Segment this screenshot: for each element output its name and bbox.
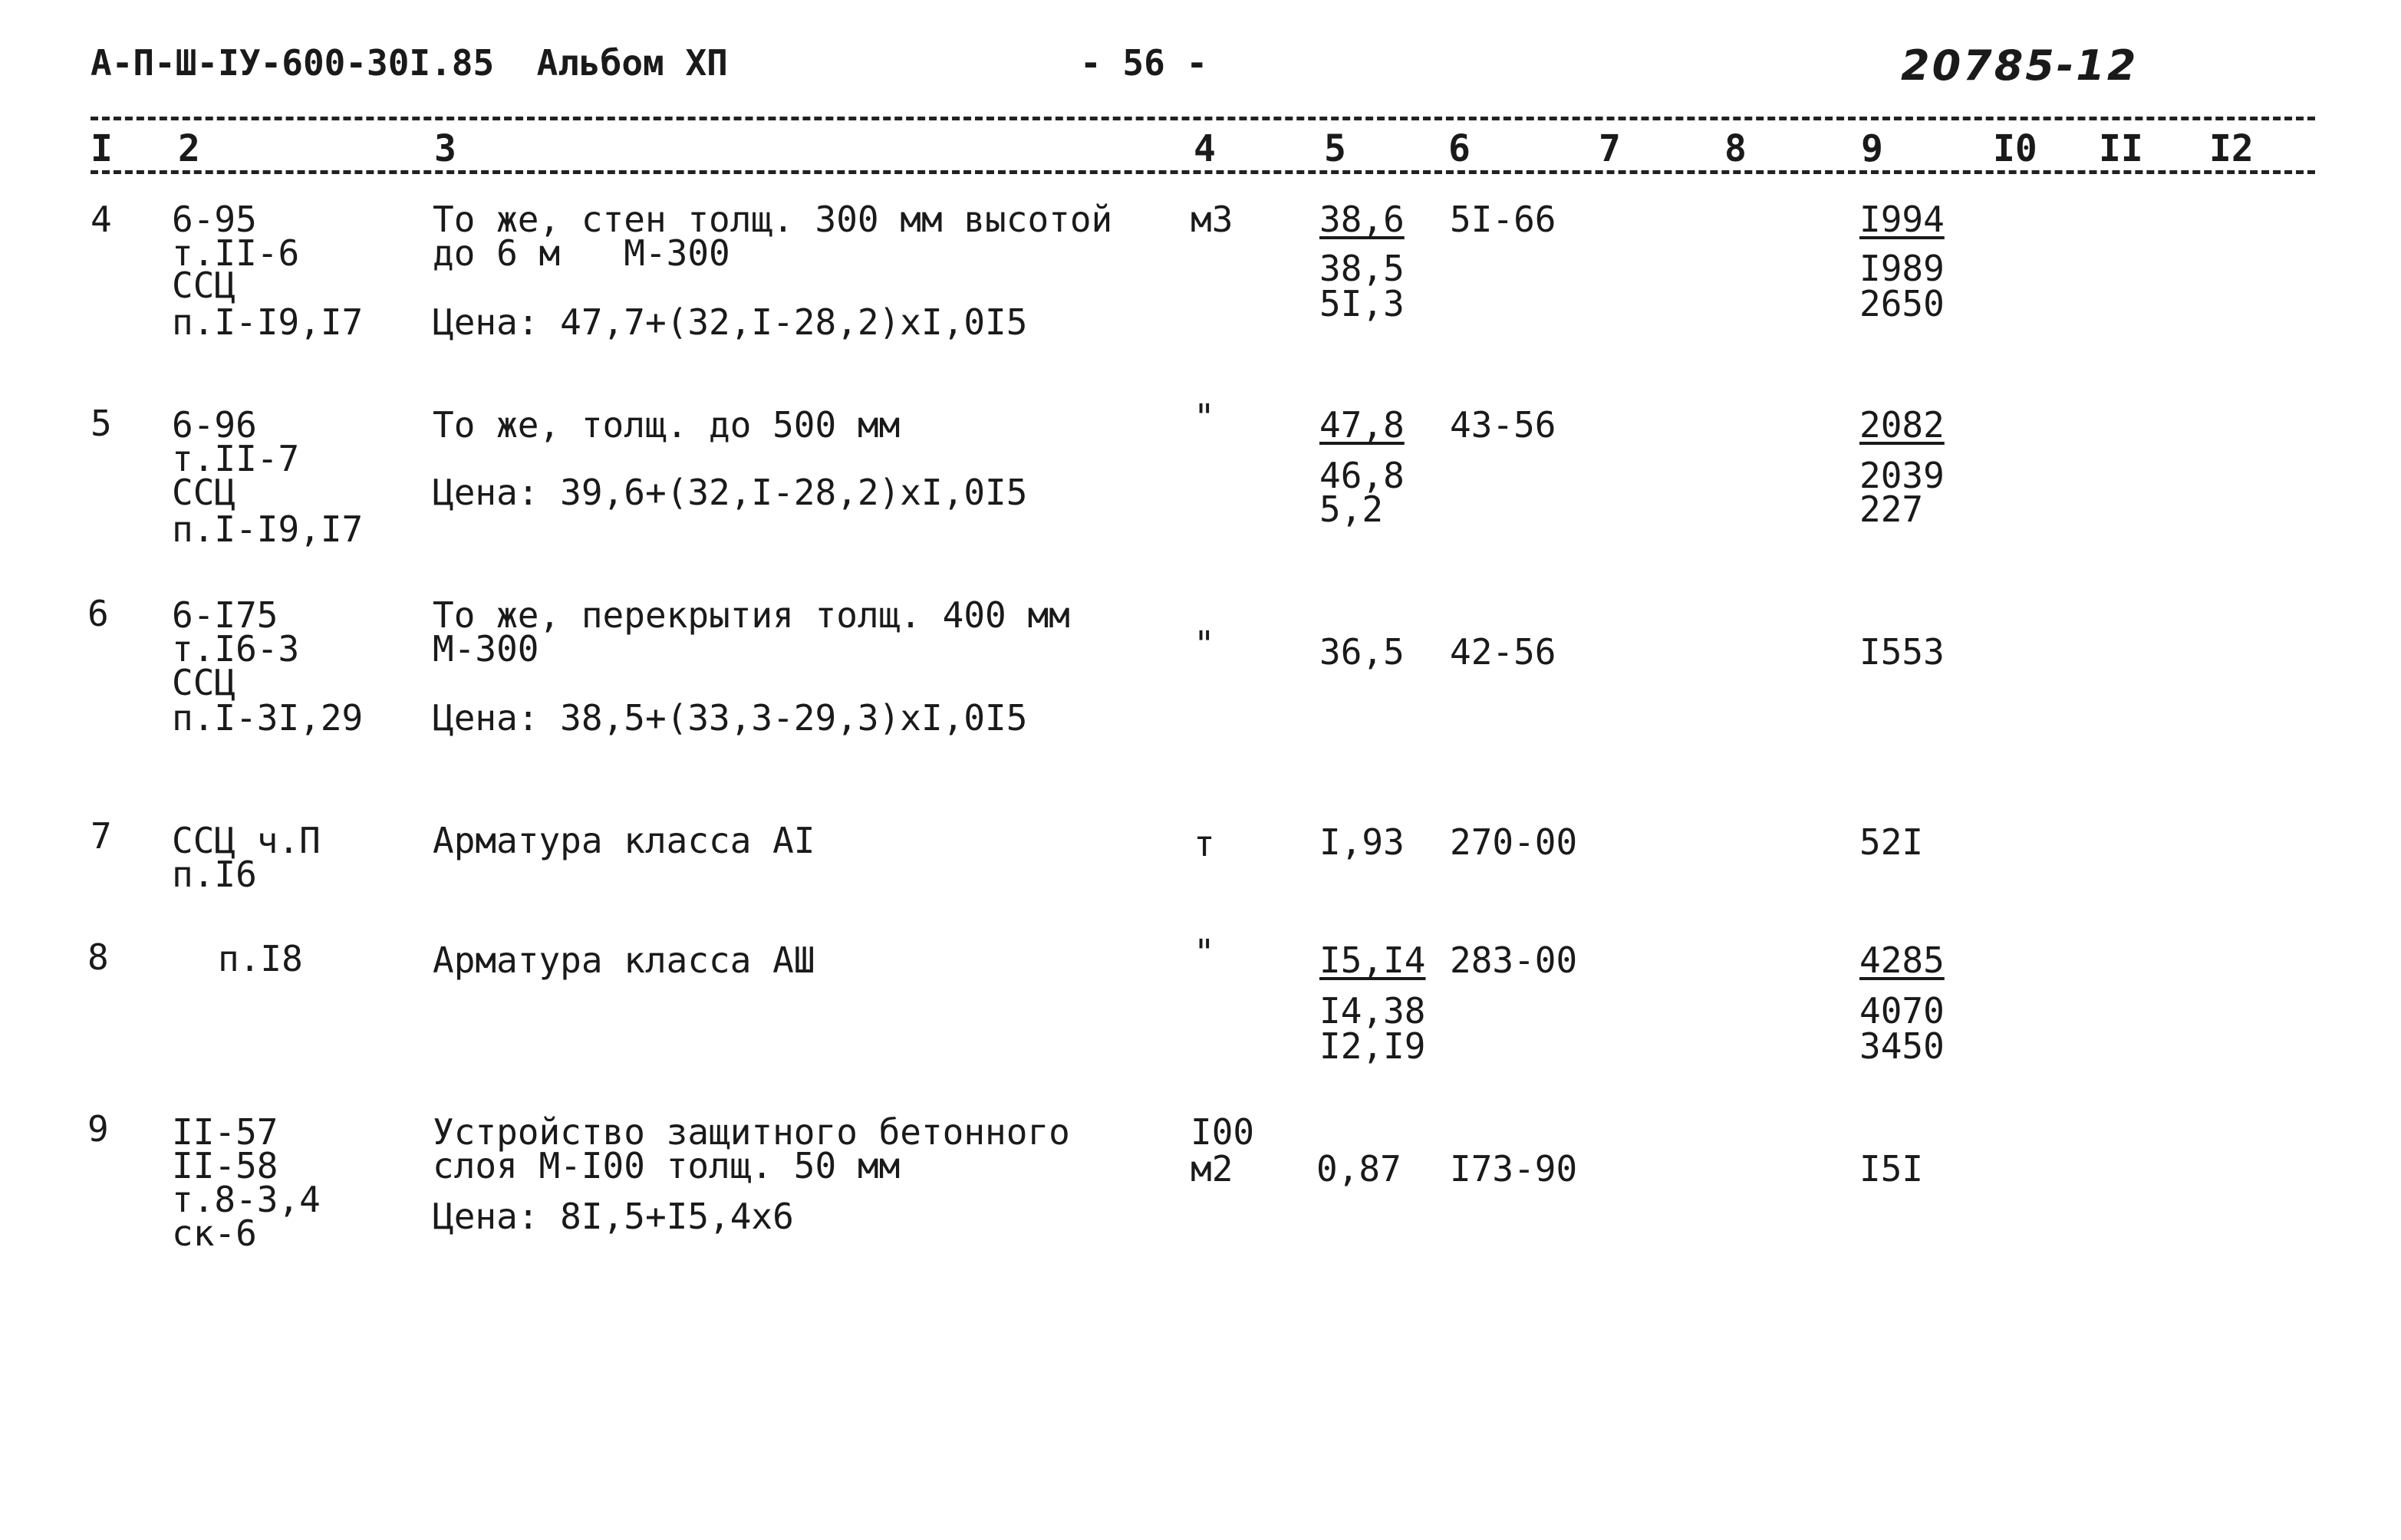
row-quantity: 36,5 <box>1319 631 1405 673</box>
row-code: ССЦ ч.П <box>172 820 321 861</box>
row-quantity: I2,I9 <box>1319 1025 1426 1067</box>
column-number: 5 <box>1324 127 1346 170</box>
row-description: То же, толщ. до 500 мм <box>433 404 901 446</box>
row-quantity: 38,6 <box>1319 199 1405 240</box>
row-total: I553 <box>1859 631 1945 673</box>
row-rate: 5I-66 <box>1450 199 1556 240</box>
row-description: М-300 <box>433 628 539 670</box>
row-unit: " <box>1194 932 1215 973</box>
document-code: А-П-Ш-IУ-600-30I.85 Альбом ХП <box>91 42 728 84</box>
row-code: 6-95 <box>172 199 257 240</box>
column-number: 8 <box>1724 127 1747 170</box>
row-quantity: 0,87 <box>1316 1148 1401 1190</box>
row-total: 227 <box>1859 489 1924 530</box>
row-total: 2650 <box>1859 283 1945 324</box>
row-description: Арматура класса АШ <box>433 939 815 981</box>
row-unit: " <box>1194 397 1215 438</box>
column-number: 9 <box>1861 127 1883 170</box>
row-code: т.II-6 <box>172 232 300 274</box>
row-unit: " <box>1194 624 1215 665</box>
row-total: 3450 <box>1859 1025 1945 1067</box>
row-code: ССЦ <box>172 662 236 703</box>
row-description: до 6 м М-300 <box>433 232 730 274</box>
row-unit: т <box>1194 823 1215 864</box>
row-unit: м3 <box>1191 199 1233 240</box>
row-code: п.I8 <box>218 938 303 979</box>
row-code: п.I-I9,I7 <box>172 508 364 550</box>
row-code: т.I6-3 <box>172 628 300 670</box>
row-total: I989 <box>1859 248 1945 289</box>
row-quantity: I,93 <box>1319 821 1405 863</box>
row-code: 6-I75 <box>172 594 278 636</box>
row-total: 2039 <box>1859 455 1945 496</box>
row-code: ССЦ <box>172 472 236 513</box>
row-quantity: 47,8 <box>1319 404 1405 446</box>
row-rate: 42-56 <box>1450 631 1556 673</box>
row-total: 2082 <box>1859 404 1945 446</box>
row-quantity: I5,I4 <box>1319 939 1426 981</box>
row-description: слоя М-I00 толщ. 50 мм <box>433 1145 901 1186</box>
row-total: 4285 <box>1859 939 1945 981</box>
header-divider-top <box>91 117 2315 120</box>
column-number: 7 <box>1599 127 1621 170</box>
row-quantity: 46,8 <box>1319 455 1405 496</box>
page-number: - 56 - <box>1080 42 1208 84</box>
row-rate: 270-00 <box>1450 821 1578 863</box>
row-price-formula: Цена: 47,7+(32,I-28,2)xI,0I5 <box>433 301 1028 343</box>
row-rate: I73-90 <box>1450 1148 1578 1190</box>
column-number: I2 <box>2209 127 2254 170</box>
column-number: I <box>91 127 113 170</box>
row-quantity: 5,2 <box>1319 489 1384 530</box>
row-quantity: 38,5 <box>1319 248 1405 289</box>
row-code: II-58 <box>172 1145 278 1186</box>
row-rate: 43-56 <box>1450 404 1556 446</box>
column-number: 4 <box>1194 127 1216 170</box>
row-description: Устройство защитного бетонного <box>433 1111 1070 1153</box>
row-unit: I00 м2 <box>1191 1111 1255 1190</box>
row-number: 9 <box>87 1108 109 1150</box>
row-price-formula: Цена: 8I,5+I5,4x6 <box>433 1196 794 1237</box>
row-code: п.I6 <box>172 854 257 895</box>
row-total: 52I <box>1859 821 1924 863</box>
column-number: 6 <box>1448 127 1471 170</box>
row-code: II-57 <box>172 1111 278 1153</box>
column-number: 2 <box>178 127 200 170</box>
row-total: I5I <box>1859 1148 1924 1190</box>
row-code: ССЦ <box>172 265 236 306</box>
row-number: 8 <box>87 936 109 978</box>
row-number: 6 <box>87 593 109 634</box>
row-code: т.II-7 <box>172 438 300 479</box>
row-description: То же, стен толщ. 300 мм высотой <box>433 199 1113 240</box>
row-description: Арматура класса АI <box>433 820 815 861</box>
row-code: ск-6 <box>172 1213 257 1254</box>
column-number: 3 <box>434 127 456 170</box>
row-code: т.8-3,4 <box>172 1179 321 1220</box>
row-total: 4070 <box>1859 990 1945 1032</box>
row-number: 5 <box>91 403 112 444</box>
row-code: 6-96 <box>172 404 257 446</box>
header-divider-bottom <box>91 170 2315 174</box>
row-number: 4 <box>91 199 112 240</box>
row-number: 7 <box>91 815 112 857</box>
row-description: То же, перекрытия толщ. 400 мм <box>433 594 1070 636</box>
row-price-formula: Цена: 38,5+(33,3-29,3)xI,0I5 <box>433 697 1028 739</box>
column-number: I0 <box>1993 127 2037 170</box>
column-number: II <box>2099 127 2143 170</box>
row-price-formula: Цена: 39,6+(32,I-28,2)xI,0I5 <box>433 472 1028 513</box>
document-reference: 20785-12 <box>1901 41 2139 90</box>
row-quantity: I4,38 <box>1319 990 1426 1032</box>
row-code: п.I-I9,I7 <box>172 301 364 343</box>
row-rate: 283-00 <box>1450 939 1578 981</box>
row-quantity: 5I,3 <box>1319 283 1405 324</box>
row-code: п.I-3I,29 <box>172 697 364 739</box>
row-total: I994 <box>1859 199 1945 240</box>
